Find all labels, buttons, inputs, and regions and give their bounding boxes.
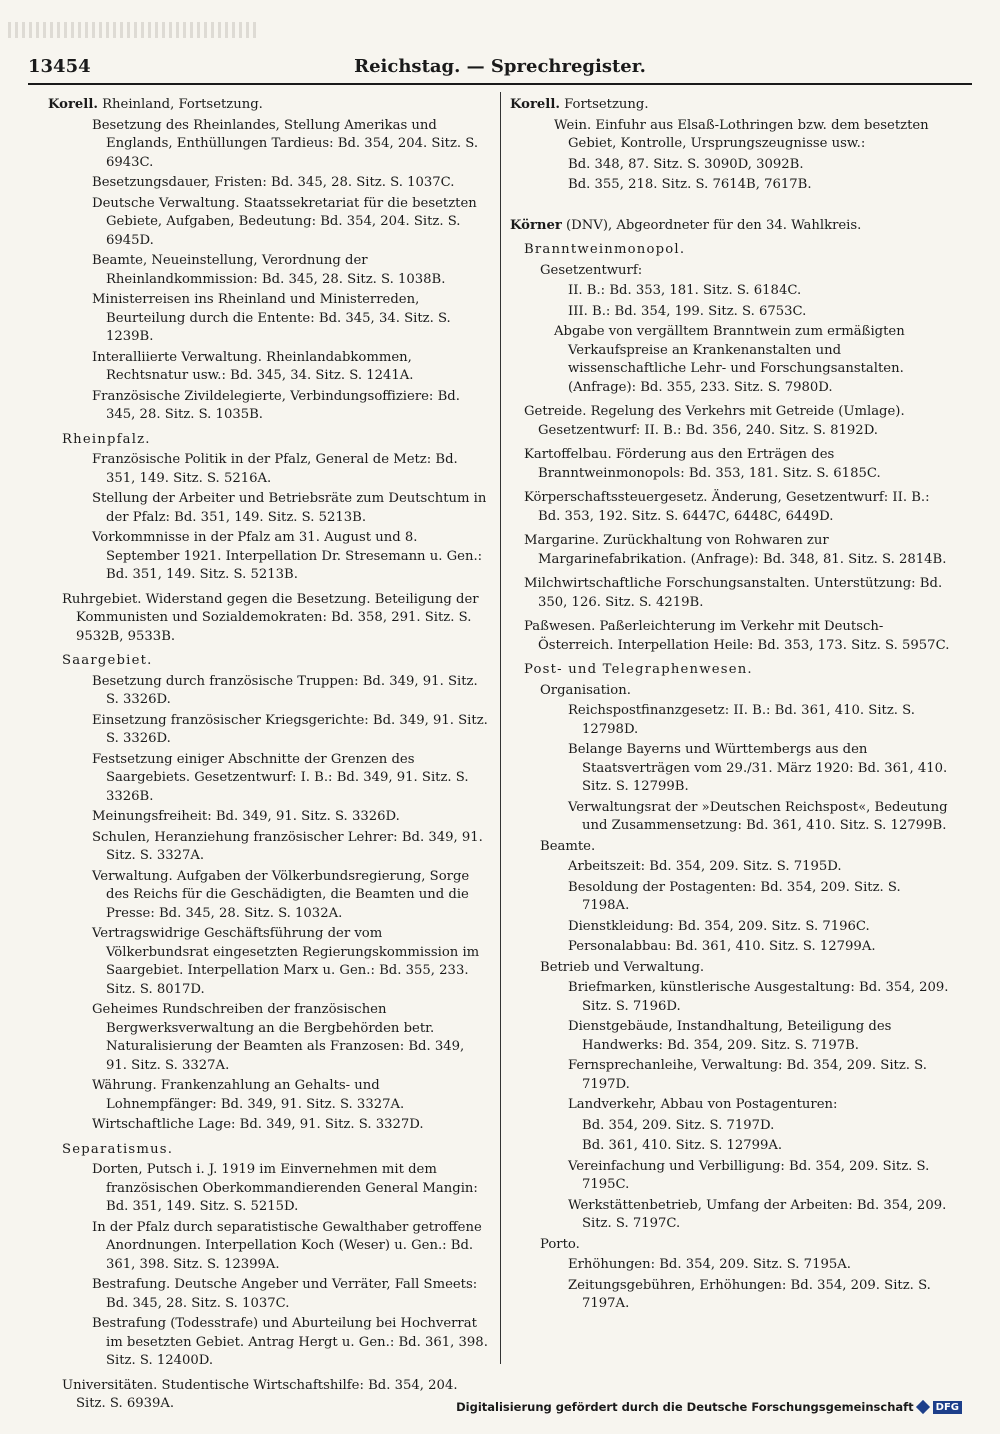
topic-passwesen: Paßwesen. Paßerleichterung im Verkehr mit Deutsch-Österreich. Interpellation Heile: Bd. 353, 173. Sitz. S. 5957C. xyxy=(524,619,950,653)
entry-head xyxy=(48,96,488,115)
topic-milchwirtschaft: Milchwirtschaftliche Forschungsanstalten. Unterstützung: Bd. 350, 126. Sitz. S. 4219B. xyxy=(524,576,943,610)
index-entry: Verwaltung. Aufgaben der Völkerbundsregierung, Sorge des Reichs für die Geschädigten, die Beamten und die Presse: Bd. 345, 28. Sitz. S. 1032A. xyxy=(92,868,470,921)
index-entry: Interalliierte Verwaltung. Rheinlandabkommen, Rechtsnatur usw.: Bd. 345, 34. Sitz. S. 1241A. xyxy=(92,349,414,383)
index-entry: Dienstkleidung: Bd. 354, 209. Sitz. S. 7196C. xyxy=(568,918,870,934)
dfg-logo-text: DFG xyxy=(933,1401,962,1414)
dfg-mark-icon xyxy=(916,1400,930,1414)
topic-koerperschaftssteuer: Körperschaftssteuergesetz. Änderung, Gesetzentwurf: II. B.: Bd. 353, 192. Sitz. S. 6447C, 6448C, 6449D. xyxy=(524,490,930,524)
index-entry: Personalabbau: Bd. 361, 410. Sitz. S. 12799A. xyxy=(568,939,876,954)
topic-margarine: Margarine. Zurückhaltung von Rohwaren zur Margarinefabrikation. (Anfrage): Bd. 348, 81. Sitz. S. 2814B. xyxy=(524,533,947,567)
scan-artifact xyxy=(8,22,258,38)
index-entry-landverkehr: Landverkehr, Abbau von Postagenturen: xyxy=(568,1097,838,1112)
index-entry: Briefmarken, künstlerische Ausgestaltung: Bd. 354, 209. Sitz. S. 7196D. xyxy=(568,980,949,1014)
index-entry: Geheimes Rundschreiben der französischen Bergwerksverwaltung an die Bergbehörden betr. Naturalisierung der Beamten als Franzosen: Bd. 349, 91. Sitz. S. 3327A. xyxy=(92,1002,465,1073)
topic-post xyxy=(524,661,950,680)
index-entry: Deutsche Verwaltung. Staatssekretariat für die besetzten Gebiete, Aufgaben, Bedeutung: Bd. 354, 204. Sitz. S. 6945D. xyxy=(92,195,477,248)
topic-universitaeten: Universitäten. Studentische Wirtschaftshilfe: Bd. 354, 204. Sitz. S. 6939A. xyxy=(62,1377,458,1411)
right-column xyxy=(510,96,950,1314)
index-entry: Beamte, Neueinstellung, Verordnung der Rheinlandkommission: Bd. 345, 28. Sitz. S. 1038B. xyxy=(92,253,446,287)
index-entry: Ministerreisen ins Rheinland und Ministerreden, Beurteilung durch die Entente: Bd. 345, 34. Sitz. S. 1239B. xyxy=(92,292,451,344)
speaker-name: Körner xyxy=(510,217,562,233)
reference-line: Bd. 354, 209. Sitz. S. 7197D. xyxy=(582,1117,775,1133)
index-entry: Vereinfachung und Verbilligung: Bd. 354, 209. Sitz. S. 7195C. xyxy=(568,1158,930,1192)
speaker-name: Korell. xyxy=(510,97,560,112)
entry-head xyxy=(510,217,950,236)
index-entry: Währung. Frankenzahlung an Gehalts- und Lohnempfänger: Bd. 349, 91. Sitz. S. 3327A. xyxy=(92,1078,405,1112)
topic-label: Post- und Telegraphenwesen. xyxy=(524,662,753,677)
reference-line: III. B.: Bd. 354, 199. Sitz. S. 6753C. xyxy=(568,303,807,319)
index-entry: Bestrafung (Todesstrafe) und Aburteilung bei Hochverrat im besetzten Gebiet. Antrag Hergt u. Gen.: Bd. 361, 398. Sitz. S. 12400D. xyxy=(92,1316,488,1368)
page-footer xyxy=(456,1400,962,1414)
index-entry: Wirtschaftliche Lage: Bd. 349, 91. Sitz. S. 3327D. xyxy=(92,1117,424,1132)
subhead-gesetzentwurf: Gesetzentwurf: xyxy=(540,262,643,278)
index-entry: Französische Politik in der Pfalz, General de Metz: Bd. 351, 149. Sitz. S. 5216A. xyxy=(92,452,458,486)
index-entry: Stellung der Arbeiter und Betriebsräte zum Deutschtum in der Pfalz: Bd. 351, 149. Sitz. S. 5213B. xyxy=(92,491,487,525)
running-title: Reichstag. — Sprechregister. xyxy=(354,56,646,77)
reference-line: Bd. 348, 87. Sitz. S. 3090D, 3092B. xyxy=(568,156,804,172)
column-divider xyxy=(500,92,501,1364)
index-entry: Einsetzung französischer Kriegsgerichte: Bd. 349, 91. Sitz. S. 3326D. xyxy=(92,712,488,746)
page-header xyxy=(28,56,972,82)
footer-text: Digitalisierung gefördert durch die Deutsche Forschungsgemeinschaft xyxy=(456,1400,914,1414)
index-entry: Dienstgebäude, Instandhaltung, Beteiligung des Handwerks: Bd. 354, 209. Sitz. S. 7197B. xyxy=(568,1019,892,1053)
index-entry: Besoldung der Postagenten: Bd. 354, 209. Sitz. S. 7198A. xyxy=(568,879,901,913)
entry-head-rest: (DNV), Abgeordneter für den 34. Wahlkreis. xyxy=(561,217,862,233)
index-entry: Erhöhungen: Bd. 354, 209. Sitz. S. 7195A. xyxy=(568,1257,851,1272)
index-entry: Fernsprechanleihe, Verwaltung: Bd. 354, 209. Sitz. S. 7197D. xyxy=(568,1058,927,1092)
index-entry: Zeitungsgebühren, Erhöhungen: Bd. 354, 209. Sitz. S. 7197A. xyxy=(568,1277,931,1311)
subhead-beamte: Beamte. xyxy=(540,838,596,854)
index-entry: Festsetzung einiger Abschnitte der Grenzen des Saargebiets. Gesetzentwurf: I. B.: Bd. 349, 91. Sitz. S. 3326B. xyxy=(92,751,469,804)
index-entry: Schulen, Heranziehung französischer Lehrer: Bd. 349, 91. Sitz. S. 3327A. xyxy=(92,829,483,863)
index-entry: Abgabe von vergälltem Branntwein zum ermäßigten Verkaufspreise an Krankenanstalten und wissenschaftliche Lehr- und Forschungsanstalten. (Anfrage): Bd. 355, 233. Sitz. S. 7980D. xyxy=(554,324,905,395)
entry-head-rest: Rheinland, Fortsetzung. xyxy=(97,97,263,112)
index-entry: Bestrafung. Deutsche Angeber und Verräter, Fall Smeets: Bd. 345, 28. Sitz. S. 1037C. xyxy=(92,1277,478,1311)
index-entry: Arbeitszeit: Bd. 354, 209. Sitz. S. 7195D. xyxy=(568,859,842,874)
topic-label: Branntweinmonopol. xyxy=(524,242,686,257)
subhead-organisation: Organisation. xyxy=(540,682,631,698)
topic-getreide: Getreide. Regelung des Verkehrs mit Getreide (Umlage). Gesetzentwurf: II. B.: Bd. 356, 240. Sitz. S. 8192D. xyxy=(524,404,905,438)
index-entry: Besetzungsdauer, Fristen: Bd. 345, 28. Sitz. S. 1037C. xyxy=(92,175,455,190)
topic-label: Separatismus. xyxy=(62,1141,174,1157)
header-rule xyxy=(28,83,972,85)
index-entry: Vorkommnisse in der Pfalz am 31. August und 8. September 1921. Interpellation Dr. Stresemann u. Gen.: Bd. 351, 149. Sitz. S. 5213B. xyxy=(92,530,483,582)
index-entry: In der Pfalz durch separatistische Gewalthaber getroffene Anordnungen. Interpellation Koch (Weser) u. Gen.: Bd. 361, 398. Sitz. S. 12399A. xyxy=(92,1219,482,1272)
entry-head xyxy=(510,96,950,115)
index-entry: Belange Bayerns und Württembergs aus den Staatsverträgen vom 29./31. März 1920: Bd. 361, 410. Sitz. S. 12799B. xyxy=(568,742,948,794)
topic-kartoffelbau: Kartoffelbau. Förderung aus den Erträgen des Branntweinmonopols: Bd. 353, 181. Sitz. S. 6185C. xyxy=(524,447,881,481)
index-entry: Dorten, Putsch i. J. 1919 im Einvernehmen mit dem französischen Oberkommandierenden General Mangin: Bd. 351, 149. Sitz. S. 5215D. xyxy=(92,1162,478,1214)
topic-label: Rheinpfalz. xyxy=(62,431,151,447)
dfg-logo xyxy=(918,1401,962,1414)
page-number: 13454 xyxy=(28,56,91,77)
topic-separatismus xyxy=(62,1141,488,1160)
index-entry-wein: Wein. Einfuhr aus Elsaß-Lothringen bzw. dem besetzten Gebiet, Kontrolle, Ursprungszeugnisse usw.: xyxy=(554,117,929,151)
topic-branntweinmonopol xyxy=(524,241,950,260)
topic-saargebiet xyxy=(62,652,488,671)
index-entry: Französische Zivildelegierte, Verbindungsoffiziere: Bd. 345, 28. Sitz. S. 1035B. xyxy=(92,388,460,422)
topic-label: Saargebiet. xyxy=(62,653,153,668)
entry-head-rest: Fortsetzung. xyxy=(559,97,649,112)
index-entry: Meinungsfreiheit: Bd. 349, 91. Sitz. S. 3326D. xyxy=(92,809,400,824)
reference-line: II. B.: Bd. 353, 181. Sitz. S. 6184C. xyxy=(568,283,802,298)
index-entry: Besetzung des Rheinlandes, Stellung Amerikas und Englands, Enthüllungen Tardieus: Bd. 354, 204. Sitz. S. 6943C. xyxy=(92,117,479,170)
topic-rheinpfalz xyxy=(62,431,488,450)
reference-line: Bd. 361, 410. Sitz. S. 12799A. xyxy=(582,1138,783,1153)
index-entry: Vertragswidrige Geschäftsführung der vom Völkerbundsrat eingesetzten Regierungskommission im Saargebiet. Interpellation Marx u. Gen.: Bd. 355, 233. Sitz. S. 8017D. xyxy=(92,926,480,997)
speaker-name: Korell. xyxy=(48,97,98,112)
left-column xyxy=(48,96,488,1414)
subhead-betrieb: Betrieb und Verwaltung. xyxy=(540,959,705,975)
index-entry: Reichspostfinanzgesetz: II. B.: Bd. 361, 410. Sitz. S. 12798D. xyxy=(568,703,915,737)
reference-line: Bd. 355, 218. Sitz. S. 7614B, 7617B. xyxy=(568,177,812,192)
index-entry: Besetzung durch französische Truppen: Bd. 349, 91. Sitz. S. 3326D. xyxy=(92,673,478,707)
subhead-porto: Porto. xyxy=(540,1236,580,1252)
index-entry: Verwaltungsrat der »Deutschen Reichspost«, Bedeutung und Zusammensetzung: Bd. 361, 410. Sitz. S. 12799B. xyxy=(568,799,948,833)
index-entry: Werkstättenbetrieb, Umfang der Arbeiten: Bd. 354, 209. Sitz. S. 7197C. xyxy=(568,1197,947,1231)
topic-ruhrgebiet: Ruhrgebiet. Widerstand gegen die Besetzung. Beteiligung der Kommunisten und Sozialdemokraten: Bd. 358, 291. Sitz. S. 9532B, 9533B. xyxy=(62,591,479,644)
